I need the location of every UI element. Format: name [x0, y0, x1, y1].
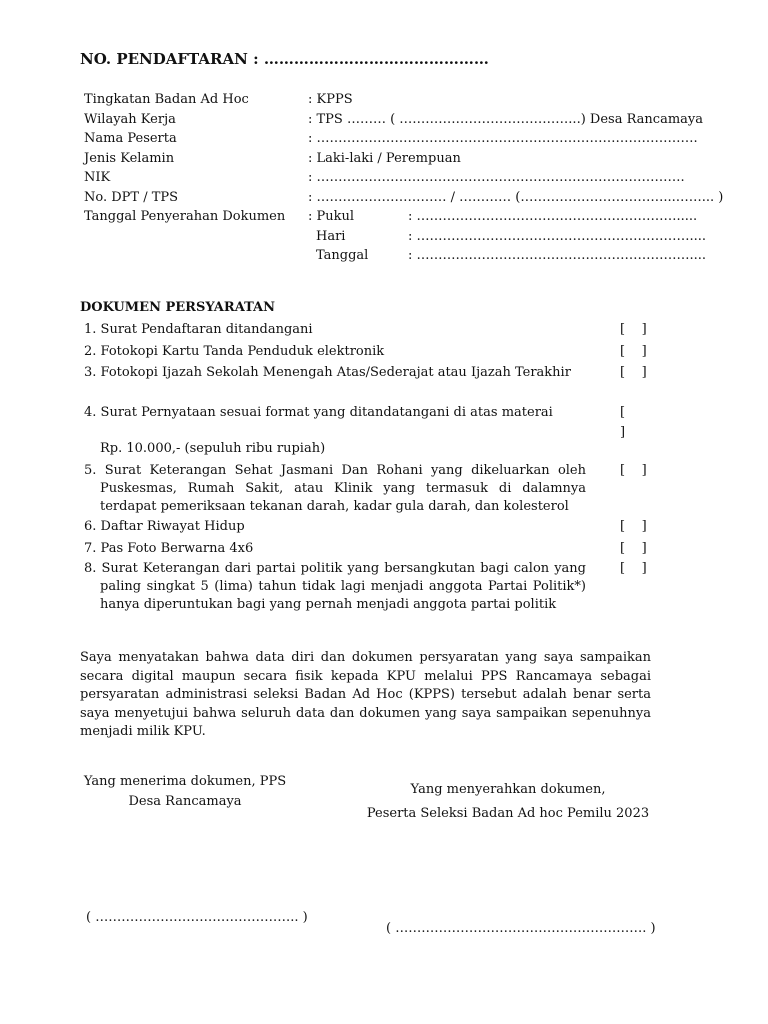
item-text: Surat Keterangan dari partai politik yang bersangkutan bagi calon yang paling singkat 5 (lima) tahun tidak lagi menjadi anggota Partai Politik*) hanya diperuntukan bagi yang pernah menjadi anggota partai politik: [100, 561, 586, 612]
item-number: 7.: [84, 541, 97, 556]
field-value-wilayah: : TPS ……… ( …………………………………...) Desa Rancamaya: [308, 111, 703, 127]
receiver-signature-blank: ( ……………………………………….. ): [86, 910, 308, 925]
checkbox-item-4[interactable]: [ ]: [620, 405, 626, 440]
submitter-line-1: Yang menyerahkan dokumen,: [410, 782, 606, 797]
receiver-line-2: Desa Rancamaya: [128, 794, 242, 809]
field-label-nama: Nama Peserta: [84, 131, 177, 146]
receiver-line-1: Yang menerima dokumen, PPS: [83, 774, 287, 789]
requirement-item-7: [84, 540, 586, 558]
submitter-signature-blank: ( …………………………………………………. ): [386, 921, 656, 936]
checkbox-item-6[interactable]: [ ]: [620, 519, 647, 534]
section-heading-requirements: DOKUMEN PERSYARATAN: [80, 300, 275, 315]
field-label-tanggal: Tanggal: [316, 248, 369, 263]
field-label-tanggal-penyerahan: Tanggal Penyerahan Dokumen: [84, 209, 286, 224]
field-value-nik: : ………………………………………………………………………….: [308, 170, 685, 185]
submitter-line-2: Peserta Seleksi Badan Ad hoc Pemilu 2023: [366, 806, 650, 821]
field-value-tingkatan: : KPPS: [308, 92, 353, 107]
checkbox-item-1[interactable]: [ ]: [620, 322, 647, 337]
field-value-pukul: : …………………………………………………….....: [408, 209, 698, 224]
requirement-item-2: [84, 343, 586, 361]
declaration-statement: Saya menyatakan bahwa data diri dan dokumen persyaratan yang saya sampaikan secara digital maupun secara fisik kepada KPU melalui PPS Rancamaya sebagai persyaratan administrasi seleksi Badan Ad Hoc (KPPS) tersebut adalah benar serta saya menyetujui bahwa seluruh data dan dokumen yang saya sampaikan sepenuhnya menjadi milik KPU.: [80, 650, 651, 739]
item-number: 4.: [84, 405, 97, 420]
checkbox-item-5[interactable]: [ ]: [620, 463, 647, 478]
field-label-dpt: No. DPT / TPS: [84, 189, 179, 205]
field-label-nik: NIK: [84, 170, 111, 185]
field-label-jenis-kelamin: Jenis Kelamin: [84, 150, 175, 166]
item-text: Pas Foto Berwarna 4x6: [100, 541, 254, 556]
field-value-dpt: : ………………………… / ………… (……………………………...……... ): [308, 189, 724, 205]
field-value-jenis-kelamin: : Laki-laki / Perempuan: [308, 150, 461, 166]
field-value-hari: : ………………………………………………………....: [408, 228, 707, 244]
item-number: 2.: [84, 344, 97, 359]
requirement-item-6: [84, 518, 586, 536]
checkbox-item-8[interactable]: [ ]: [620, 561, 647, 576]
checkbox-item-2[interactable]: [ ]: [620, 344, 647, 359]
item-text: Daftar Riwayat Hidup: [100, 519, 245, 534]
field-label-wilayah: Wilayah Kerja: [84, 111, 176, 127]
field-label-hari: Hari: [316, 228, 346, 244]
receiver-signature-title: [60, 772, 310, 812]
requirement-item-5: [84, 462, 586, 516]
submitter-signature-title: [358, 778, 658, 826]
registration-number-title: NO. PENDAFTARAN : ………………………………………: [80, 50, 489, 68]
field-value-colon-pukul: : Pukul: [308, 209, 355, 224]
item-number: 3.: [84, 365, 97, 380]
item-number: 1.: [84, 322, 97, 337]
checkbox-item-7[interactable]: [ ]: [620, 541, 647, 556]
field-label-tingkatan: Tingkatan Badan Ad Hoc: [84, 92, 249, 107]
item-text: Surat Pendaftaran ditandangani: [100, 322, 313, 337]
item-number: 6.: [84, 519, 97, 534]
item-text: Surat Keterangan Sehat Jasmani Dan Rohani yang dikeluarkan oleh Puskesmas, Rumah Sakit, atau Klinik yang termasuk di dalamnya terdapat pemeriksaan tekanan darah, kadar gula darah, dan kolesterol: [100, 463, 587, 514]
requirement-item-1: [84, 321, 586, 339]
requirement-item-4-extra: Rp. 10.000,- (sepuluh ribu rupiah): [100, 441, 326, 456]
item-text: Fotokopi Kartu Tanda Penduduk elektronik: [100, 344, 385, 359]
checkbox-item-3[interactable]: [ ]: [620, 365, 647, 380]
item-text: Surat Pernyataan sesuai format yang ditandatangani di atas materai: [100, 405, 553, 420]
field-value-nama: : …………………………………………………………………………….: [308, 131, 698, 146]
item-number: 5.: [84, 463, 97, 478]
item-text: Fotokopi Ijazah Sekolah Menengah Atas/Sederajat atau Ijazah Terakhir: [100, 365, 571, 380]
requirement-item-3: [84, 364, 586, 382]
requirement-item-8: [84, 560, 586, 614]
field-value-tanggal: : ………………………………………………………....: [408, 248, 707, 263]
requirement-item-4: [84, 404, 586, 422]
item-number: 8.: [84, 561, 97, 576]
